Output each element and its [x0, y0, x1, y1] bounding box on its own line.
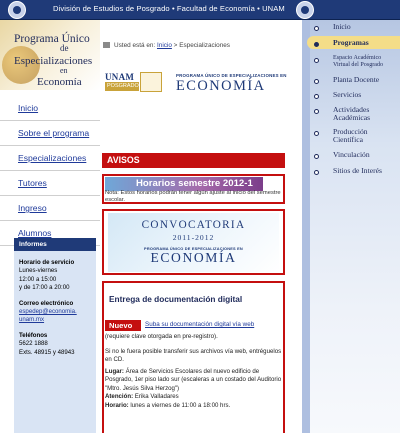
left-nav-alumnos[interactable]: Alumnos — [0, 221, 100, 246]
breadcrumb-home-link[interactable]: Inicio — [156, 42, 172, 49]
bullet-icon — [314, 131, 319, 136]
logo-line-4: en — [60, 66, 68, 75]
logo-line-3: Especializaciones — [14, 55, 93, 67]
peu-logo-top: PROGRAMA ÚNICO DE ESPECIALIZACIONES EN — [176, 73, 287, 78]
horario-label: Horario de servicio — [19, 259, 75, 266]
right-nav-produccion-cientifica[interactable] — [314, 128, 398, 144]
breadcrumb — [103, 42, 230, 49]
right-nav-actividades-academicas[interactable] — [314, 106, 398, 122]
right-nav-espacio-academico[interactable] — [314, 55, 398, 70]
left-nav-tutores[interactable]: Tutores — [0, 171, 100, 196]
horarios-note: Nota: Estos horarios podrán tener algún ajuste al inicio del semestre escolar. — [105, 190, 281, 203]
bullet-icon — [314, 94, 319, 99]
right-nav-label: Espacio Académico Virtual del Posgrado — [333, 55, 384, 68]
convocatoria-title: CONVOCATORIA — [141, 219, 246, 231]
breadcrumb-separator: > — [171, 42, 180, 49]
bullet-icon — [314, 79, 319, 84]
horarios-card — [102, 174, 285, 204]
phone-number: 5622 1888 — [19, 340, 48, 348]
horario-atencion-label: Horario: — [105, 401, 129, 409]
left-nav — [0, 96, 100, 246]
horario-atencion-text: lunes a viernes de 11:00 a 18:00 hrs. — [128, 401, 231, 409]
right-nav-label: Producción Científica — [333, 127, 368, 144]
upload-requirement: (requiere clave otorgada en pre-registro). — [105, 333, 218, 340]
faculty-crest-icon — [296, 1, 314, 19]
horario-line-1: Lunes-viernes — [19, 267, 58, 275]
upload-documentation-link[interactable]: Suba su documentación digital vía web — [145, 321, 255, 328]
unam-logo-word: UNAM — [105, 72, 135, 82]
bullet-icon — [314, 109, 319, 114]
peu-logo-big: ECONOMÍA — [176, 78, 266, 94]
right-nav-label: Servicios — [333, 90, 362, 99]
horarios-banner[interactable] — [105, 177, 263, 191]
horario-line-3: y de 17:00 a 20:00 — [19, 284, 70, 292]
unam-crest-icon — [8, 1, 26, 19]
sidebar-edge — [302, 20, 310, 433]
right-nav-vinculacion[interactable] — [314, 151, 398, 161]
unam-seal-icon — [140, 72, 162, 92]
bullet-icon — [314, 58, 319, 63]
horarios-banner-text: Horarios semestre 2012-1 — [136, 178, 253, 189]
convocatoria-card — [102, 209, 285, 275]
right-nav-sitios-de-interes[interactable] — [314, 167, 398, 177]
entrega-card — [102, 281, 285, 433]
lugar-text: Área de Servicios Escolares del nuevo edificio de Posgrado, 1er piso lado sur (escaleras a un costado del Auditorio "Mtro. Jesús Silva Herzog") — [105, 368, 282, 392]
nuevo-badge: Nuevo — [105, 320, 141, 331]
convocatoria-program: PROGRAMA ÚNICO DE ESPECIALIZACIONES EN — [144, 246, 243, 251]
right-nav-label: Actividades Académicas — [333, 105, 371, 122]
convocatoria-economia: ECONOMÍA — [150, 250, 237, 265]
right-nav-programas[interactable] — [314, 39, 398, 49]
left-nav-inicio[interactable]: Inicio — [0, 96, 100, 121]
bullet-icon — [314, 42, 319, 47]
unam-posgrado-logo[interactable] — [105, 70, 165, 94]
peu-logo[interactable] — [176, 73, 286, 95]
bullet-icon — [314, 26, 319, 31]
correo-label: Correo electrónico — [19, 299, 74, 307]
program-logo[interactable] — [0, 20, 100, 90]
bullet-icon — [314, 170, 319, 175]
right-nav-label: Programas — [333, 38, 369, 47]
logo-line-2: de — [60, 43, 69, 53]
phone-extensions: Exts. 48915 y 48943 — [19, 348, 75, 356]
entrega-paragraph: Si no le fuera posible transferir sus archivos vía web, entréguelos en CD. — [105, 348, 282, 364]
right-nav-label: Planta Docente — [333, 75, 380, 84]
logo-line-1: Programa Único — [14, 33, 90, 45]
right-nav-planta-docente[interactable] — [314, 76, 398, 86]
info-heading: Informes — [14, 238, 96, 251]
bullet-icon — [314, 154, 319, 159]
atencion-text: Erika Valladares — [133, 393, 179, 401]
horario-line-2: 12:00 a 15:00 — [19, 275, 57, 283]
right-nav-label: Inicio — [333, 22, 351, 31]
info-box — [14, 238, 96, 433]
convocatoria-years: 2011-2012 — [172, 233, 215, 242]
telefonos-label: Teléfonos — [19, 331, 48, 339]
email-link-line-2[interactable]: unam.mx — [19, 316, 45, 324]
email-link-line-1[interactable]: espedep@economia. — [19, 308, 77, 316]
site-title: División de Estudios de Posgrado • Facultad de Economía • UNAM — [53, 4, 285, 13]
breadcrumb-prefix: Usted está en: — [114, 42, 157, 49]
avisos-title: AVISOS — [107, 155, 140, 165]
entrega-details — [105, 368, 283, 410]
left-nav-sobre-el-programa[interactable]: Sobre el programa — [0, 121, 100, 146]
convocatoria-banner[interactable] — [108, 213, 279, 272]
avisos-header — [102, 153, 285, 168]
right-nav-label: Sitios de Interés — [333, 166, 382, 175]
right-nav-servicios[interactable] — [314, 91, 398, 101]
right-nav-label: Vinculación — [333, 150, 370, 159]
breadcrumb-icon — [103, 42, 110, 48]
atencion-label: Atención: — [105, 393, 134, 401]
logo-line-5: Economía — [37, 76, 82, 88]
left-nav-especializaciones[interactable]: Especializaciones — [0, 146, 100, 171]
left-nav-ingreso[interactable]: Ingreso — [0, 196, 100, 221]
entrega-heading: Entrega de documentación digital — [109, 294, 243, 304]
unam-logo-sub: POSGRADO — [107, 83, 139, 89]
top-banner — [0, 0, 400, 20]
breadcrumb-current: Especializaciones — [179, 42, 231, 49]
lugar-label: Lugar: — [105, 368, 124, 375]
right-nav-inicio[interactable] — [314, 23, 398, 33]
